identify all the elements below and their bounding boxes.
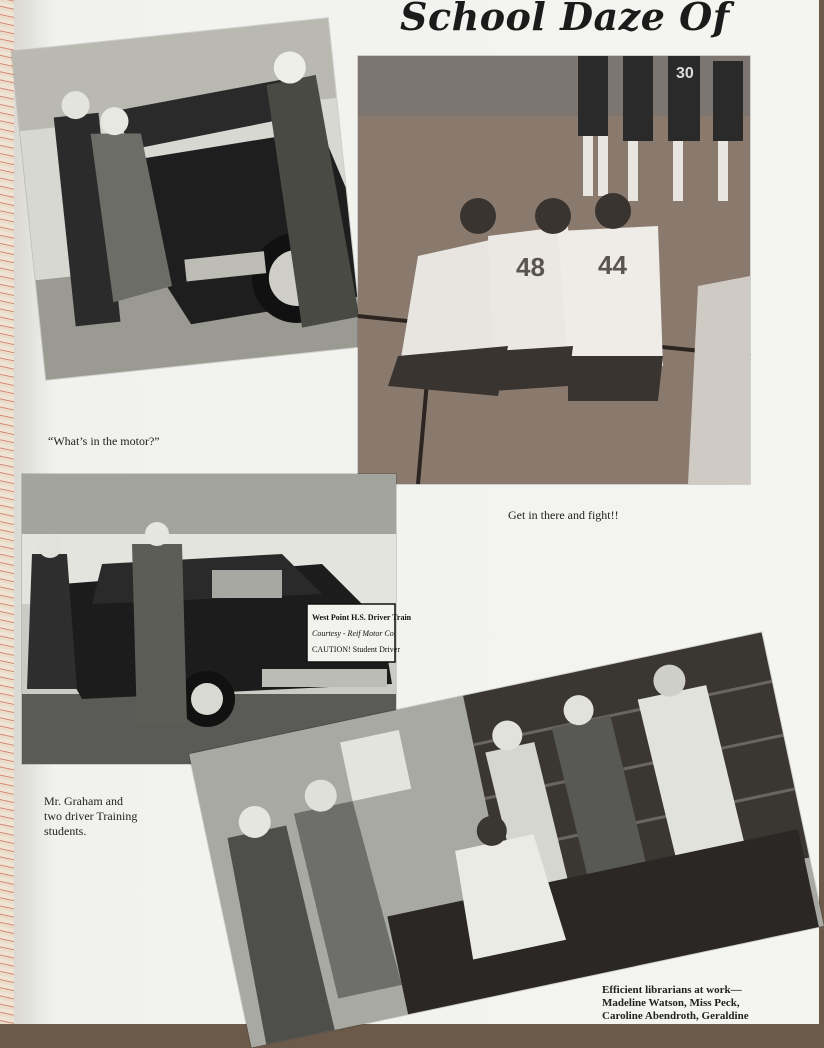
driver-caption-line-2: two driver Training: [44, 809, 138, 823]
motor-photo-image: [12, 18, 363, 379]
driver-caption-line-3: students.: [44, 824, 87, 838]
basketball-photo-image: [358, 56, 750, 484]
jersey-number-30: 30: [676, 65, 694, 82]
motor-caption: “What’s in the motor?”: [48, 434, 160, 448]
jersey-number-48: 48: [516, 252, 545, 282]
library-caption-line-2: Madeline Watson, Miss Peck,: [602, 997, 740, 1009]
sign-line-3: CAUTION! Student Driver: [312, 645, 400, 654]
photo-driver-training: [22, 474, 412, 764]
driver-photo-image: [22, 474, 412, 764]
photo-motor: [12, 18, 363, 379]
driver-caption: [44, 794, 137, 839]
library-caption-line-1: Efficient librarians at work—: [602, 984, 742, 996]
sign-line-1: West Point H.S. Driver Train: [312, 613, 412, 622]
driver-caption-line-1: Mr. Graham and: [44, 794, 123, 808]
library-caption: [602, 984, 749, 1023]
basketball-caption: Get in there and fight!!: [508, 508, 619, 522]
page-title: School Daze Of: [400, 0, 730, 39]
sign-line-2: Courtesy - Reif Motor Co.: [312, 629, 396, 638]
yearbook-page: [14, 0, 819, 1024]
library-caption-line-3: Caroline Abendroth, Geraldine: [602, 1010, 749, 1022]
jersey-number-44: 44: [598, 250, 627, 280]
photo-basketball: [358, 56, 750, 484]
